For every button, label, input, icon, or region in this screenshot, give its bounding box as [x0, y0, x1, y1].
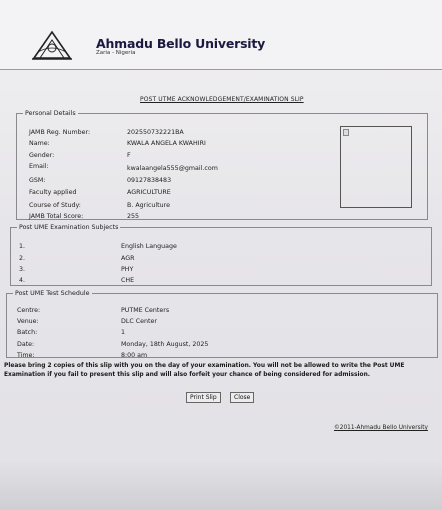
- date-label: Date:: [17, 341, 35, 348]
- reg-number-value: 202550732221BA: [127, 129, 184, 136]
- subject-name: PHY: [121, 266, 134, 273]
- time-label: Time:: [17, 352, 35, 359]
- university-crest-icon: [30, 28, 74, 62]
- schedule-legend: Post UME Test Schedule: [15, 290, 90, 297]
- reg-number-label: JAMB Reg. Number:: [29, 129, 91, 136]
- jamb-score-value: 255: [127, 213, 140, 220]
- batch-label: Batch:: [17, 329, 38, 336]
- subject-name: AGR: [121, 255, 135, 262]
- date-value: Monday, 18th August, 2025: [121, 341, 209, 348]
- gsm-label: GSM:: [29, 177, 46, 184]
- course-label: Course of Study:: [29, 202, 81, 209]
- subject-name: English Language: [121, 243, 177, 250]
- jamb-score-label: JAMB Total Score:: [29, 213, 84, 220]
- header-divider: [0, 69, 442, 70]
- subject-number: 3.: [19, 266, 26, 273]
- close-button[interactable]: Close: [230, 392, 254, 403]
- venue-value: DLC Center: [121, 318, 157, 325]
- gender-value: F: [127, 152, 131, 159]
- passport-photo-frame: [340, 126, 412, 208]
- print-slip-button[interactable]: Print Slip: [186, 392, 221, 403]
- subject-number: 1.: [19, 243, 26, 250]
- personal-details-legend: Personal Details: [25, 110, 76, 117]
- faculty-label: Faculty applied: [29, 189, 77, 196]
- email-label: Email:: [29, 163, 49, 170]
- subject-name: CHE: [121, 277, 135, 284]
- university-name: Ahmadu Bello University: [96, 36, 266, 51]
- copyright-text: ©2011-Ahmadu Bello University: [334, 425, 428, 431]
- broken-image-icon: [343, 129, 349, 136]
- admission-notice: Please bring 2 copies of this slip with you on the day of your examination. You will not be allowed to write the Post UME Examination if you fail to present this slip and will also forfeit your chance of being considered for admission.: [4, 363, 405, 378]
- header-bar: [0, 0, 442, 70]
- subjects-section: [10, 224, 432, 286]
- centre-value: PUTME Centers: [121, 307, 170, 314]
- university-location: Zaria - Nigeria: [96, 50, 136, 56]
- venue-label: Venue:: [17, 318, 39, 325]
- centre-label: Centre:: [17, 307, 41, 314]
- faculty-value: AGRICULTURE: [127, 189, 171, 196]
- time-value: 8:00 am: [121, 352, 148, 359]
- name-label: Name:: [29, 140, 50, 147]
- email-value: kwalaangela555@gmail.com: [127, 165, 218, 172]
- course-value: B. Agriculture: [127, 202, 170, 209]
- slip-title: POST UTME ACKNOWLEDGEMENT/EXAMINATION SLIP: [140, 96, 304, 103]
- subject-number: 4.: [19, 277, 26, 284]
- gender-label: Gender:: [29, 152, 55, 159]
- schedule-section: [6, 290, 438, 358]
- name-value: KWALA ANGELA KWAHIRI: [127, 140, 206, 147]
- gsm-value: 09127838483: [127, 177, 172, 184]
- subject-number: 2.: [19, 255, 26, 262]
- batch-value: 1: [121, 329, 126, 336]
- subjects-legend: Post UME Examination Subjects: [19, 224, 119, 231]
- paper-shadow: [0, 460, 442, 510]
